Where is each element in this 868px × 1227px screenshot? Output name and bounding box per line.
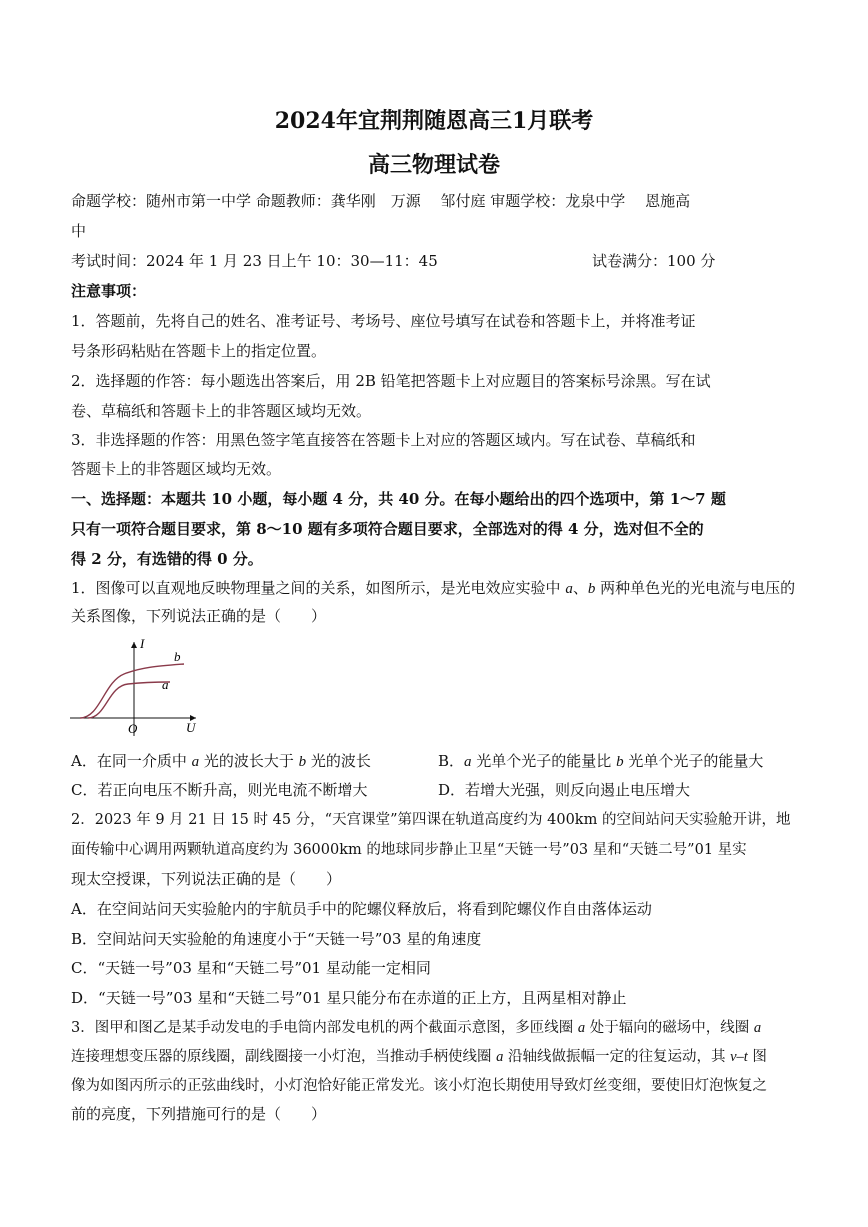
photocurrent-graph <box>66 636 206 740</box>
q2-stem-line2: 面传输中心调用两颗轨道高度约为 36000km 的地球同步静止卫星“天链一号”03 星和“天链二号”01 星实 <box>71 842 747 858</box>
note-3b: 答题卡上的非答题区域均无效。 <box>71 460 282 478</box>
q3-stem-line4: 前的亮度，下列措施可行的是（ ） <box>71 1105 327 1123</box>
q2-option-d[interactable]: D．“天链一号”03 星和“天链二号”01 星只能分布在赤道的正上方，且两星相对静止 <box>71 989 627 1007</box>
q1-option-b[interactable]: B．a 光单个光子的能量比 b 光单个光子的能量大 <box>438 752 764 770</box>
author-info-cont: 中 <box>71 222 87 240</box>
note-2a: 2．选择题的作答：每小题选出答案后，用 2B 铅笔把答题卡上对应题目的答案标号涂黑。写在试 <box>71 372 711 390</box>
q1-option-d[interactable]: D．若增大光强，则反向遏止电压增大 <box>438 781 691 799</box>
q3-stem-line2: 连接理想变压器的原线圈，副线圈接一小灯泡，当推动手柄使线圈 a 沿轴线做振幅一定的往复运动，其 v–t 图 <box>71 1049 767 1065</box>
q3-stem-line1: 3．图甲和图乙是某手动发电的手电筒内部发电机的两个截面示意图，多匝线圈 a 处于辐向的磁场中，线圈 a <box>71 1020 762 1036</box>
curve-a <box>88 682 170 718</box>
origin-label: O <box>128 721 138 736</box>
q2-option-a[interactable]: A．在空间站问天实验舱内的宇航员手中的陀螺仪释放后，将看到陀螺仪作自由落体运动 <box>71 900 652 918</box>
note-1b: 号条形码粘贴在答题卡上的指定位置。 <box>71 342 327 360</box>
note-1a: 1．答题前，先将自己的姓名、准考证号、考场号、座位号填写在试卷和答题卡上，并将准考证 <box>71 312 696 330</box>
q1-stem-line2: 关系图像，下列说法正确的是（ ） <box>71 607 327 625</box>
exam-subtitle: 高三物理试卷 <box>367 152 500 178</box>
curve-label-b: b <box>174 649 181 664</box>
note-3a: 3．非选择题的作答：用黑色签字笔直接答在答题卡上对应的答题区域内。写在试卷、草稿纸和 <box>71 431 696 449</box>
axis-label-i: I <box>140 636 145 651</box>
q2-stem-line1: 2．2023 年 9 月 21 日 15 时 45 分，“天宫课堂”第四课在轨道高度约为 400km 的空间站问天实验舱开讲，地 <box>71 812 791 828</box>
q3-stem-line3: 像为如图丙所示的正弦曲线时，小灯泡恰好能正常发光。该小灯泡长期使用导致灯丝变细，要使旧灯泡恢复之 <box>71 1078 767 1094</box>
exam-time: 考试时间：2024 年 1 月 23 日上午 10：30—11：45 <box>71 252 438 270</box>
q1-stem-line1: 1．图像可以直观地反映物理量之间的关系，如图所示，是光电效应实验中 a、b 两种单色光的光电流与电压的 <box>71 579 796 597</box>
note-2b: 卷、草稿纸和答题卡上的非答题区域均无效。 <box>71 402 372 420</box>
q2-stem-line3: 现太空授课，下列说法正确的是（ ） <box>71 870 342 888</box>
author-info: 命题学校：随州市第一中学 命题教师：龚华刚 万源 邹付庭 审题学校：龙泉中学 恩施高 <box>71 192 691 210</box>
q2-option-b[interactable]: B．空间站问天实验舱的角速度小于“天链一号”03 星的角速度 <box>71 930 482 948</box>
q1-option-c[interactable]: C．若正向电压不断升高，则光电流不断增大 <box>71 781 368 799</box>
axis-label-u: U <box>186 720 196 735</box>
notes-heading: 注意事项： <box>71 282 147 300</box>
section1-line1: 一、选择题：本题共 10 小题，每小题 4 分，共 40 分。在每小题给出的四个选项中，第 1～7 题 <box>71 490 726 508</box>
curve-label-a: a <box>162 677 169 692</box>
section1-line2: 只有一项符合题目要求，第 8～10 题有多项符合题目要求，全部选对的得 4 分，选对但不全的 <box>71 520 704 538</box>
q2-option-c[interactable]: C．“天链一号”03 星和“天链二号”01 星动能一定相同 <box>71 959 431 977</box>
exam-title: 2024年宜荆荆随恩高三1月联考 <box>274 108 594 134</box>
q1-option-a[interactable]: A．在同一介质中 a 光的波长大于 b 光的波长 <box>71 752 371 770</box>
exam-score: 试卷满分：100 分 <box>592 252 716 270</box>
section1-line3: 得 2 分，有选错的得 0 分。 <box>71 550 263 568</box>
